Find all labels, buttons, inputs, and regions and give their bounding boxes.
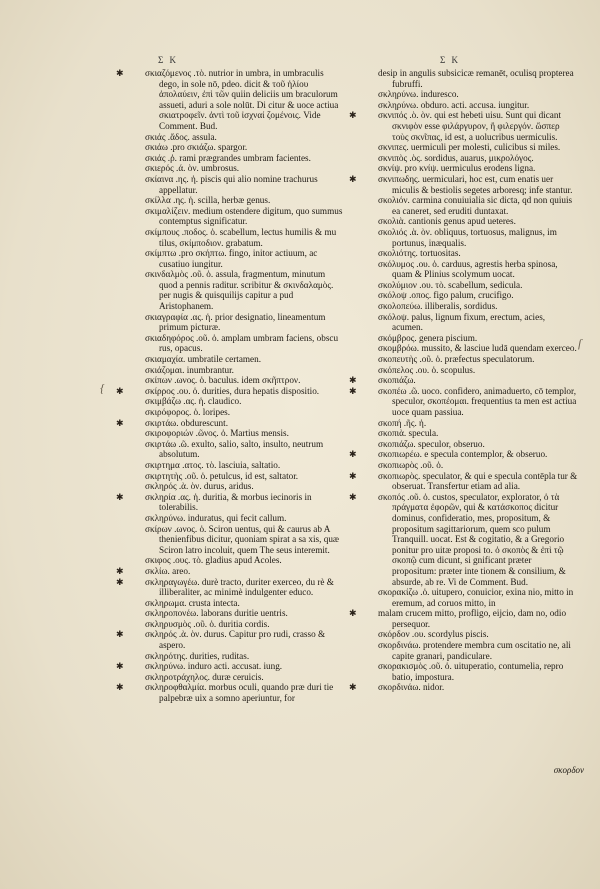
entry-text: σκινδαλμὸς .οῦ. ὁ. assula, fragmentum, minutum quod a pennis raditur. scribitur & σκινδαλαμὸς. per nugis & quisquilijs capitur a pud Aristophanem. [145,269,334,312]
dictionary-entry [378,333,578,344]
entry-text: malam crucem mitto, profligo, eijcio, dam no, odio persequor. [378,608,567,629]
dictionary-entry [145,132,345,143]
dictionary-entry [378,365,578,376]
dictionary-entry: ✱ σκοπιωρέω. e specula contemplor, & obseruo. [349,449,548,460]
entry-text: σκοπή .ῆς. ἡ. [378,417,427,428]
dictionary-entry: ✱ σκληραγωγέω. durè tracto, duriter exerceo, du rè & illiberaliter, ac minimè indulgenter educo. [116,576,334,598]
entry-text: σκιαδηφόρος .οῦ. ὁ. amplam umbram faciens, obscu rus, opacus. [145,332,339,354]
dictionary-entry [378,100,578,111]
entry-text: σκολιός .ὰ. ὸν. obliquus, tortuosus, malignus, im portunus, inæqualis. [378,226,557,248]
running-head-right: Σ Κ [440,55,460,65]
running-head-left: Σ Κ [158,55,178,65]
entry-text: σκολύμιον .ου. τὸ. scabellum, sedicula. [378,279,523,290]
margin-mark-right: ſ [578,336,582,350]
entry-text: σκοπέω .ῶ. uoco. confidero, animaduerto, cō templor, speculor, σκοπέομαι. frequentius ta men est actiua uoce quam passiua. [378,385,577,417]
entry-text: σκοπιωρὸς .οῦ. ὁ. [378,459,444,470]
dictionary-entry [145,598,345,609]
entry-text: σκορακισμὸς .οῦ. ὁ. uituperatio, contumelia, repro batio, impostura. [378,661,564,682]
entry-text: σκιροφοριών .ῶνος. ὁ. Martius mensis. [145,428,289,439]
left-column [116,68,345,704]
dictionary-entry: ✱ σκιρτάω. obdurescunt. [116,417,228,428]
entry-text: σκόπελος .ου. ὁ. scopulus. [378,364,476,375]
dictionary-entry [145,163,345,174]
dictionary-entry [378,439,578,450]
dictionary-entry [145,471,345,482]
entry-text: σκιάζομαι. inumbrantur. [145,364,234,375]
dictionary-entry: ✱ σκίρρος .ου. ὁ. durities, dura hepatis dispositio. [116,385,320,396]
margin-mark-left: { [100,381,105,395]
entry-text: desip in angulis subsicicæ remanēt, oculisq propterea fubruffi. [378,68,574,89]
entry-text: σκλίω. areo. [145,565,191,576]
entry-text: σκληροπονέω. laborans duritie uentris. [145,608,288,619]
dictionary-entry [145,354,345,365]
dictionary-entry [145,672,345,683]
dictionary-entry [378,248,578,259]
dictionary-entry [378,142,578,153]
entry-text: σκιάς .ῥ. rami prægrandes umbram facientes. [145,152,311,163]
entry-text: σκοπός .οῦ. ὁ. custos, speculator, explorator, ὁ τὰ πράγματα ἐφορῶν, qui & κατάσκοπος dicitur dominus, confideratio, mes, propositum, & propositum sagittariorum, quem sco pulum Tranquill. uocat. Est & cogitatio, & a Gregorio ponitur pro uitæ proposi to. ὁ σκοπὸς & ἐπὶ τῷ σκοπῷ cum dicunt, si gnificant præter propositum: præter inte tionem & consilium, & absurde, ab re. Vi de Comment. Bud. [378,491,566,587]
dictionary-entry [145,333,345,354]
entry-text: σκορακίζω .ὁ. uitupero, conuicior, exina nio, mitto in eremum, ad coruos mitto, in [378,587,574,608]
dictionary-entry: ✱ σκληρία .ας. ἡ. duritia, & morbus iecinoris in tolerabilis. [116,491,312,513]
entry-text: σκοπιωρέω. e specula contemplor, & obseruo. [378,449,548,460]
dictionary-entry [378,163,578,174]
entry-text: σκόλοψ. palus, lignum fixum, erectum, acies, acumen. [378,311,546,333]
entry-text: σκνιπὸς .ὸς. sordidus, auarus, μικρολόγος. [378,152,534,163]
dictionary-entry [145,460,345,471]
entry-text: σκληρία .ας. ἡ. duritia, & morbus iecinoris in tolerabilis. [145,491,312,513]
dictionary-entry [145,481,345,492]
dictionary-entry [378,89,578,100]
dictionary-entry [378,259,578,280]
entry-text: σκίπων .ωνος. ὁ. baculus. idem σκῆπτρον. [145,375,301,386]
dictionary-entry [145,153,345,164]
entry-text: σκομβρόω. mussito, & lasciue ludā quendam exerceo. [378,343,577,354]
dictionary-entry [378,312,578,333]
dictionary-entry: ✱ σκοπιάζω. [349,375,416,386]
entry-text: σκνιπες. uermiculi per molesti, culicibus si miles. [378,142,561,153]
entry-text: σκληρός .ὰ. ὸν. durus. Capitur pro rudi, crasso & aspero. [145,629,326,651]
entry-text: σκοπιάζω. speculor, obseruo. [378,438,485,449]
entry-text: σκιαγραφία .ας. ἡ. prior designatio, lineamentum primum picturæ. [145,311,326,333]
dictionary-entry [378,227,578,248]
dictionary-entry [378,460,578,471]
entry-text: σκόλυμος .ου. ὁ. carduus, agrestis herba spinosa, quam & Plinius scolymum uocat. [378,258,558,280]
dictionary-entry [145,206,345,227]
dictionary-entry [145,651,345,662]
dictionary-entry [378,661,578,682]
dictionary-entry [378,354,578,365]
entry-text: σκνιπωδης. uermiculari, hoc est, cum enatis uer miculis & bestiolis segetes arboresq; infe stantur. [378,173,573,195]
entry-text: σκίμπτω .pro σκήπτω. fingo, initor actiuum, ac cusatiuo iungitur. [145,248,318,269]
dictionary-entry: ✱ σκορδινάω. nidor. [349,682,445,693]
dictionary-entry [378,290,578,301]
dictionary-entry [378,629,578,640]
dictionary-entry: ✱ σκληροφθαλμία. morbus oculi, quando præ duri tie palpebræ uix a somno aperiuntur, for [116,682,334,704]
entry-text: σκιμαλίζειν. medium ostendere digitum, quo summus contemptus significatur. [145,205,343,227]
entry-text: σκίρων .ωνος. ὁ. Sciron uentus, qui & caurus ab A thenienfibus dicitur, quoniam spirat a sa xis, quæ Sciron latro incoluit, quem The seus interemit. [145,523,340,555]
entry-text: σκίαινα .ης. ἡ. piscis qui alio nomine trachurus appellatur. [145,173,318,195]
dictionary-entry: ✱ σκοπιωρὸς. speculator, & qui e specula contēpla tur & obseruat. Transfertur etiam ad alia. [349,470,578,492]
dictionary-entry [145,619,345,630]
dictionary-entry [145,524,345,556]
entry-text: σκοπιὰ. specula. [378,428,439,439]
entry-text: σκνίψ. pro κνίψ. uermiculus erodens ligna. [378,163,536,174]
dictionary-entry [378,343,578,354]
dictionary-entry: ✱ malam crucem mitto, profligo, eijcio, dam no, odio persequor. [349,608,567,629]
dictionary-entry [145,365,345,376]
entry-text: σκιρτάω .ῶ. exulto, salio, salto, insulto, neutrum absolutum. [145,438,324,460]
entry-text: σκιαμαχία. umbratile certamen. [145,354,262,365]
dictionary-entry [145,555,345,566]
entry-text: σκληρωμα. crusta intecta. [145,597,240,608]
dictionary-entry [378,640,578,661]
dictionary-entry [378,280,578,291]
dictionary-entry: ✱ σκοπός .οῦ. ὁ. custos, speculator, explorator, ὁ τὰ πράγματα ἐφορῶν, qui & κατάσκοπος dicitur dominus, confideratio, mes, propositum, & propositum sagittariorum, quem sco pulum Tranquill. uocat. Est & cogitatio, & a Gregorio ponitur pro uitæ proposi to. ὁ σκοπὸς & ἐπὶ τῷ σκοπῷ cum dicunt, si gnificant præter propositum: præter inte tionem & consilium, & absurde, ab re. Vi de Comment. Bud. [349,491,566,587]
dictionary-entry [145,312,345,333]
dictionary-entry [378,418,578,429]
entry-text: σκληρότης. durities, ruditas. [145,650,250,661]
entry-text: σκνιπός .ὸ. ὸν. qui est hebeti uisu. Sunt qui dicant σκνιφὸν esse φιλάργυρον, ἢ φιλεργόν. ὥσπερ τοὺς σκνῖπας, id est, a uolucribus uermiculis. [378,110,562,142]
entry-text: σκληρύνω. induresco. [378,89,459,100]
entry-text: σκληροτράχηλος. duræ ceruicis. [145,671,264,682]
entry-text: σκιερός .ά. ὸν. umbrosus. [145,163,240,174]
dictionary-entry [145,248,345,269]
dictionary-entry [145,407,345,418]
dictionary-entry [145,608,345,619]
right-column [349,68,578,693]
entry-text: σκληρύνω. obduro. acti. accusa. iungitur. [378,99,530,110]
dictionary-entry [145,174,345,195]
entry-text: σκιάω .pro σκιάζω. spargor. [145,142,248,153]
entry-text: σκιμβάζω .ας. ἡ. claudico. [145,396,242,407]
entry-text: σκληραγωγέω. durè tracto, duriter exerceo, du rè & illiberaliter, ac minimè indulgenter educo. [145,576,334,598]
dictionary-entry [378,301,578,312]
entry-text: σκοπιωρὸς. speculator, & qui e specula contēpla tur & obseruat. Transfertur etiam ad alia. [378,470,578,492]
entry-text: σκιρτημα .ατος. τὸ. lasciuia, saltatio. [145,459,281,470]
dictionary-entry [145,142,345,153]
entry-text: σκοπευτὴς .οῦ. ὁ. præfectus speculatorum. [378,354,535,365]
dictionary-entry [145,428,345,439]
dictionary-entry [145,375,345,386]
entry-text: σκληρύνω. induratus, qui fecit callum. [145,512,287,523]
entry-text: σκορδινάω. nidor. [378,682,445,693]
dictionary-entry: ✱ σκοπέω .ῶ. uoco. confidero, animaduerto, cō templor, speculor, σκοπέομαι. frequentius ta men est actiua uoce quam passiua. [349,385,577,417]
dictionary-entry [378,153,578,164]
entry-text: σκιφος .ους. τὸ. gladius apud Acoles. [145,555,282,566]
entry-text: σκολιὰ. cantionis genus apud ueteres. [378,216,516,227]
dictionary-entry [145,269,345,311]
entry-text: σκορδινάω. protendere membra cum oscitatio ne, ali capite granari, pandiculare. [378,640,571,661]
dictionary-entry: ✱ σκληρός .ὰ. ὸν. durus. Capitur pro rudi, crasso & aspero. [116,629,326,651]
entry-text: σκληρυσμὸς .οῦ. ὁ. duritia cordis. [145,618,270,629]
entry-text: σκιάς .ἄδος. assula. [145,131,217,142]
dictionary-entry [145,227,345,248]
entry-text: σκολιόν. carmina conuiuialia sic dicta, qd non quiuis ea caneret, sed eruditi duntaxat. [378,195,573,216]
entry-text: σκίρρος .ου. ὁ. durities, dura hepatis dispositio. [145,385,320,396]
dictionary-entry [145,195,345,206]
dictionary-entry: ✱ σκληρύνω. induro acti. accusat. iung. [116,661,283,672]
entry-text: σκίλλα .ης. ἡ. scilla, herbæ genus. [145,195,271,206]
entry-text: σκληρός .ὰ. ὸν. durus, aridus. [145,481,254,492]
entry-text: σκόρδον .ου. scordylus piscis. [378,629,489,640]
entry-text: σκιρόφορος. ὁ. loripes. [145,407,231,417]
dictionary-entry: ✱ σκιαζόμενος .τὸ. nutrior in umbra, in umbraculis dego, in sole nō, pdeo. dicit & τοῦ ἡλίου ἀπολαύειν, ἐπὶ τῶν quiin deliciis um braculorum assueti, aduri a sole nolūt. Di citur & uoce actiua σκιατροφεῖν. ἀντὶ τοῦ ἰσχναί ζομένοις. Vide Comment. Bud. [116,68,339,131]
dictionary-entry [145,513,345,524]
dictionary-entry [145,439,345,460]
dictionary-entry [378,216,578,227]
entry-text: σκόμβρος. genera piscium. [378,332,478,343]
dictionary-entry: ✱ σκνιπός .ὸ. ὸν. qui est hebeti uisu. Sunt qui dicant σκνιφὸν esse φιλάργυρον, ἢ φιλεργόν. ὥσπερ τοὺς σκνῖπας, id est, a uolucribus uermiculis. [349,110,562,142]
entry-text: σκολοπεύω. illiberalis, sordidus. [378,301,498,312]
catchword: σκορδον [553,765,584,775]
dictionary-entry: ✱ σκλίω. areo. [116,565,191,576]
dictionary-entry [378,587,578,608]
entry-text: σκολιότης. tortuositas. [378,248,461,259]
dictionary-entry [378,195,578,216]
dictionary-entry [378,68,578,89]
entry-text: σκοπιάζω. [378,375,416,386]
entry-text: σκληρύνω. induro acti. accusat. iung. [145,661,283,672]
entry-text: σκιρτάω. obdurescunt. [145,417,228,428]
dictionary-entry [378,428,578,439]
dictionary-entry [145,396,345,407]
entry-text: σκληροφθαλμία. morbus oculi, quando præ duri tie palpebræ uix a somno aperiuntur, for [145,682,334,704]
entry-text: σκιαζόμενος .τὸ. nutrior in umbra, in umbraculis dego, in sole nō, pdeo. dicit & τοῦ ἡλίου ἀπολαύειν, ἐπὶ τῶν quiin deliciis um braculorum assueti, aduri a sole nolūt. Di citur & uoce actiua σκιατροφεῖν. ἀντὶ τοῦ ἰσχναί ζομένοις. Vide Comment. Bud. [145,68,339,131]
entry-text: σκίμπους .ποδος. ὁ. scabellum, lectus humilis & mu tilus, σκίμποδιον. grabatum. [145,226,337,248]
dictionary-entry: ✱ σκνιπωδης. uermiculari, hoc est, cum enatis uer miculis & bestiolis segetes arboresq; infe stantur. [349,173,573,195]
entry-text: σκόλοψ .οπος. figo palum, crucifigo. [378,290,514,301]
entry-text: σκιρτητὴς .οῦ. ὁ. petulcus, id est, saltator. [145,470,299,481]
